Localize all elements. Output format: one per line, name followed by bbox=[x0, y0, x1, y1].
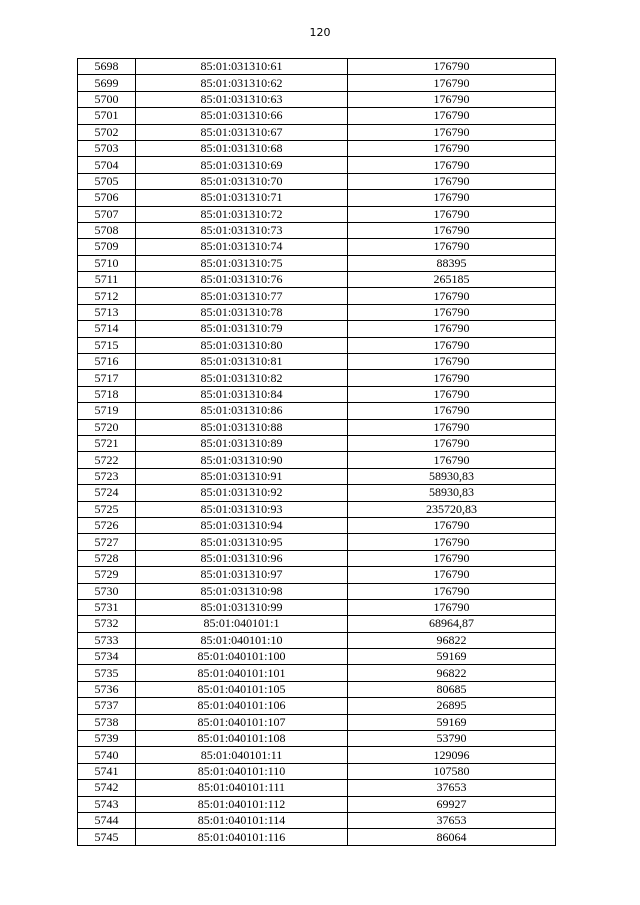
value-cell: 176790 bbox=[348, 452, 556, 468]
cadastral-number-cell: 85:01:031310:92 bbox=[136, 485, 348, 501]
row-number-cell: 5716 bbox=[78, 354, 136, 370]
value-cell: 176790 bbox=[348, 321, 556, 337]
value-cell: 176790 bbox=[348, 124, 556, 140]
row-number-cell: 5710 bbox=[78, 255, 136, 271]
cadastral-number-cell: 85:01:040101:101 bbox=[136, 665, 348, 681]
table-row bbox=[78, 173, 556, 189]
table-row bbox=[78, 190, 556, 206]
row-number-cell: 5704 bbox=[78, 157, 136, 173]
cadastral-number-cell: 85:01:031310:84 bbox=[136, 386, 348, 402]
row-number-cell: 5723 bbox=[78, 468, 136, 484]
table-row bbox=[78, 780, 556, 796]
row-number-cell: 5738 bbox=[78, 714, 136, 730]
table-row bbox=[78, 124, 556, 140]
cadastral-number-cell: 85:01:040101:107 bbox=[136, 714, 348, 730]
value-cell: 176790 bbox=[348, 91, 556, 107]
value-cell: 58930,83 bbox=[348, 468, 556, 484]
cadastral-number-cell: 85:01:040101:11 bbox=[136, 747, 348, 763]
table-row bbox=[78, 239, 556, 255]
value-cell: 37653 bbox=[348, 812, 556, 828]
row-number-cell: 5731 bbox=[78, 599, 136, 615]
value-cell: 235720,83 bbox=[348, 501, 556, 517]
cadastral-number-cell: 85:01:031310:98 bbox=[136, 583, 348, 599]
value-cell: 176790 bbox=[348, 108, 556, 124]
row-number-cell: 5700 bbox=[78, 91, 136, 107]
row-number-cell: 5706 bbox=[78, 190, 136, 206]
value-cell: 69927 bbox=[348, 796, 556, 812]
row-number-cell: 5712 bbox=[78, 288, 136, 304]
cadastral-number-cell: 85:01:040101:108 bbox=[136, 731, 348, 747]
value-cell: 59169 bbox=[348, 714, 556, 730]
table-row bbox=[78, 649, 556, 665]
row-number-cell: 5722 bbox=[78, 452, 136, 468]
cadastral-number-cell: 85:01:031310:62 bbox=[136, 75, 348, 91]
row-number-cell: 5724 bbox=[78, 485, 136, 501]
table-row bbox=[78, 616, 556, 632]
cadastral-number-cell: 85:01:031310:73 bbox=[136, 222, 348, 238]
cadastral-number-cell: 85:01:031310:71 bbox=[136, 190, 348, 206]
table-row bbox=[78, 534, 556, 550]
row-number-cell: 5734 bbox=[78, 649, 136, 665]
cadastral-number-cell: 85:01:040101:116 bbox=[136, 829, 348, 845]
row-number-cell: 5709 bbox=[78, 239, 136, 255]
row-number-cell: 5737 bbox=[78, 698, 136, 714]
table-row bbox=[78, 583, 556, 599]
value-cell: 176790 bbox=[348, 567, 556, 583]
cadastral-number-cell: 85:01:031310:99 bbox=[136, 599, 348, 615]
cadastral-value-table bbox=[77, 58, 556, 846]
value-cell: 59169 bbox=[348, 649, 556, 665]
row-number-cell: 5721 bbox=[78, 435, 136, 451]
table-body bbox=[78, 59, 556, 846]
table-row bbox=[78, 501, 556, 517]
cadastral-number-cell: 85:01:040101:114 bbox=[136, 812, 348, 828]
table-row bbox=[78, 812, 556, 828]
value-cell: 86064 bbox=[348, 829, 556, 845]
value-cell: 176790 bbox=[348, 222, 556, 238]
value-cell: 96822 bbox=[348, 665, 556, 681]
row-number-cell: 5698 bbox=[78, 59, 136, 75]
table-row bbox=[78, 403, 556, 419]
cadastral-number-cell: 85:01:040101:112 bbox=[136, 796, 348, 812]
row-number-cell: 5744 bbox=[78, 812, 136, 828]
value-cell: 265185 bbox=[348, 272, 556, 288]
row-number-cell: 5713 bbox=[78, 304, 136, 320]
row-number-cell: 5703 bbox=[78, 140, 136, 156]
row-number-cell: 5705 bbox=[78, 173, 136, 189]
value-cell: 176790 bbox=[348, 157, 556, 173]
cadastral-number-cell: 85:01:031310:89 bbox=[136, 435, 348, 451]
value-cell: 176790 bbox=[348, 419, 556, 435]
table-row bbox=[78, 386, 556, 402]
table-row bbox=[78, 517, 556, 533]
value-cell: 68964,87 bbox=[348, 616, 556, 632]
value-cell: 176790 bbox=[348, 386, 556, 402]
table-row bbox=[78, 272, 556, 288]
table-row bbox=[78, 714, 556, 730]
value-cell: 176790 bbox=[348, 534, 556, 550]
cadastral-number-cell: 85:01:031310:97 bbox=[136, 567, 348, 583]
value-cell: 37653 bbox=[348, 780, 556, 796]
cadastral-number-cell: 85:01:031310:81 bbox=[136, 354, 348, 370]
cadastral-number-cell: 85:01:040101:1 bbox=[136, 616, 348, 632]
table-row bbox=[78, 567, 556, 583]
cadastral-number-cell: 85:01:031310:86 bbox=[136, 403, 348, 419]
value-cell: 176790 bbox=[348, 583, 556, 599]
cadastral-number-cell: 85:01:031310:66 bbox=[136, 108, 348, 124]
cadastral-number-cell: 85:01:031310:79 bbox=[136, 321, 348, 337]
table-row bbox=[78, 140, 556, 156]
cadastral-number-cell: 85:01:040101:106 bbox=[136, 698, 348, 714]
row-number-cell: 5727 bbox=[78, 534, 136, 550]
cadastral-number-cell: 85:01:031310:93 bbox=[136, 501, 348, 517]
table-row bbox=[78, 485, 556, 501]
value-cell: 176790 bbox=[348, 173, 556, 189]
cadastral-number-cell: 85:01:031310:78 bbox=[136, 304, 348, 320]
cadastral-number-cell: 85:01:040101:110 bbox=[136, 763, 348, 779]
value-cell: 176790 bbox=[348, 75, 556, 91]
row-number-cell: 5699 bbox=[78, 75, 136, 91]
value-cell: 176790 bbox=[348, 206, 556, 222]
row-number-cell: 5714 bbox=[78, 321, 136, 337]
table-row bbox=[78, 59, 556, 75]
value-cell: 176790 bbox=[348, 354, 556, 370]
row-number-cell: 5718 bbox=[78, 386, 136, 402]
table-row bbox=[78, 304, 556, 320]
table-row bbox=[78, 419, 556, 435]
value-cell: 176790 bbox=[348, 288, 556, 304]
value-cell: 107580 bbox=[348, 763, 556, 779]
value-cell: 176790 bbox=[348, 599, 556, 615]
row-number-cell: 5736 bbox=[78, 681, 136, 697]
table-row bbox=[78, 337, 556, 353]
value-cell: 176790 bbox=[348, 403, 556, 419]
row-number-cell: 5719 bbox=[78, 403, 136, 419]
table-row bbox=[78, 698, 556, 714]
value-cell: 26895 bbox=[348, 698, 556, 714]
value-cell: 176790 bbox=[348, 304, 556, 320]
table-row bbox=[78, 91, 556, 107]
cadastral-number-cell: 85:01:031310:90 bbox=[136, 452, 348, 468]
table-row bbox=[78, 255, 556, 271]
value-cell: 176790 bbox=[348, 370, 556, 386]
cadastral-number-cell: 85:01:031310:68 bbox=[136, 140, 348, 156]
table-row bbox=[78, 747, 556, 763]
cadastral-number-cell: 85:01:031310:70 bbox=[136, 173, 348, 189]
value-cell: 176790 bbox=[348, 550, 556, 566]
cadastral-number-cell: 85:01:031310:94 bbox=[136, 517, 348, 533]
row-number-cell: 5708 bbox=[78, 222, 136, 238]
table-row bbox=[78, 108, 556, 124]
table-row bbox=[78, 288, 556, 304]
table-row bbox=[78, 354, 556, 370]
row-number-cell: 5702 bbox=[78, 124, 136, 140]
row-number-cell: 5728 bbox=[78, 550, 136, 566]
value-cell: 88395 bbox=[348, 255, 556, 271]
row-number-cell: 5701 bbox=[78, 108, 136, 124]
cadastral-number-cell: 85:01:031310:69 bbox=[136, 157, 348, 173]
row-number-cell: 5720 bbox=[78, 419, 136, 435]
value-cell: 58930,83 bbox=[348, 485, 556, 501]
page-number: 120 bbox=[309, 26, 331, 39]
value-cell: 176790 bbox=[348, 337, 556, 353]
cadastral-number-cell: 85:01:031310:82 bbox=[136, 370, 348, 386]
table-row bbox=[78, 796, 556, 812]
row-number-cell: 5732 bbox=[78, 616, 136, 632]
cadastral-number-cell: 85:01:031310:91 bbox=[136, 468, 348, 484]
row-number-cell: 5745 bbox=[78, 829, 136, 845]
cadastral-number-cell: 85:01:031310:88 bbox=[136, 419, 348, 435]
table-row bbox=[78, 731, 556, 747]
row-number-cell: 5742 bbox=[78, 780, 136, 796]
value-cell: 80685 bbox=[348, 681, 556, 697]
value-cell: 129096 bbox=[348, 747, 556, 763]
cadastral-number-cell: 85:01:031310:72 bbox=[136, 206, 348, 222]
cadastral-number-cell: 85:01:040101:111 bbox=[136, 780, 348, 796]
row-number-cell: 5726 bbox=[78, 517, 136, 533]
cadastral-number-cell: 85:01:031310:67 bbox=[136, 124, 348, 140]
table-row bbox=[78, 370, 556, 386]
table-row bbox=[78, 681, 556, 697]
row-number-cell: 5740 bbox=[78, 747, 136, 763]
row-number-cell: 5725 bbox=[78, 501, 136, 517]
row-number-cell: 5730 bbox=[78, 583, 136, 599]
row-number-cell: 5711 bbox=[78, 272, 136, 288]
table-row bbox=[78, 599, 556, 615]
table-row bbox=[78, 206, 556, 222]
table-row bbox=[78, 763, 556, 779]
row-number-cell: 5717 bbox=[78, 370, 136, 386]
table-row bbox=[78, 222, 556, 238]
row-number-cell: 5733 bbox=[78, 632, 136, 648]
row-number-cell: 5735 bbox=[78, 665, 136, 681]
cadastral-number-cell: 85:01:031310:76 bbox=[136, 272, 348, 288]
table-row bbox=[78, 321, 556, 337]
table-row bbox=[78, 157, 556, 173]
row-number-cell: 5741 bbox=[78, 763, 136, 779]
table-row bbox=[78, 435, 556, 451]
table-row bbox=[78, 452, 556, 468]
cadastral-number-cell: 85:01:031310:61 bbox=[136, 59, 348, 75]
cadastral-number-cell: 85:01:031310:75 bbox=[136, 255, 348, 271]
cadastral-number-cell: 85:01:031310:77 bbox=[136, 288, 348, 304]
row-number-cell: 5715 bbox=[78, 337, 136, 353]
cadastral-number-cell: 85:01:031310:96 bbox=[136, 550, 348, 566]
table-row bbox=[78, 829, 556, 845]
table-row bbox=[78, 550, 556, 566]
table-row bbox=[78, 665, 556, 681]
row-number-cell: 5729 bbox=[78, 567, 136, 583]
cadastral-number-cell: 85:01:031310:63 bbox=[136, 91, 348, 107]
value-cell: 176790 bbox=[348, 190, 556, 206]
row-number-cell: 5739 bbox=[78, 731, 136, 747]
table-row bbox=[78, 468, 556, 484]
value-cell: 53790 bbox=[348, 731, 556, 747]
row-number-cell: 5743 bbox=[78, 796, 136, 812]
value-cell: 176790 bbox=[348, 239, 556, 255]
value-cell: 176790 bbox=[348, 140, 556, 156]
value-cell: 176790 bbox=[348, 59, 556, 75]
table-row bbox=[78, 75, 556, 91]
value-cell: 176790 bbox=[348, 435, 556, 451]
value-cell: 96822 bbox=[348, 632, 556, 648]
cadastral-number-cell: 85:01:031310:74 bbox=[136, 239, 348, 255]
cadastral-number-cell: 85:01:040101:105 bbox=[136, 681, 348, 697]
cadastral-number-cell: 85:01:040101:10 bbox=[136, 632, 348, 648]
cadastral-number-cell: 85:01:031310:95 bbox=[136, 534, 348, 550]
cadastral-number-cell: 85:01:031310:80 bbox=[136, 337, 348, 353]
table-row bbox=[78, 632, 556, 648]
value-cell: 176790 bbox=[348, 517, 556, 533]
row-number-cell: 5707 bbox=[78, 206, 136, 222]
cadastral-number-cell: 85:01:040101:100 bbox=[136, 649, 348, 665]
